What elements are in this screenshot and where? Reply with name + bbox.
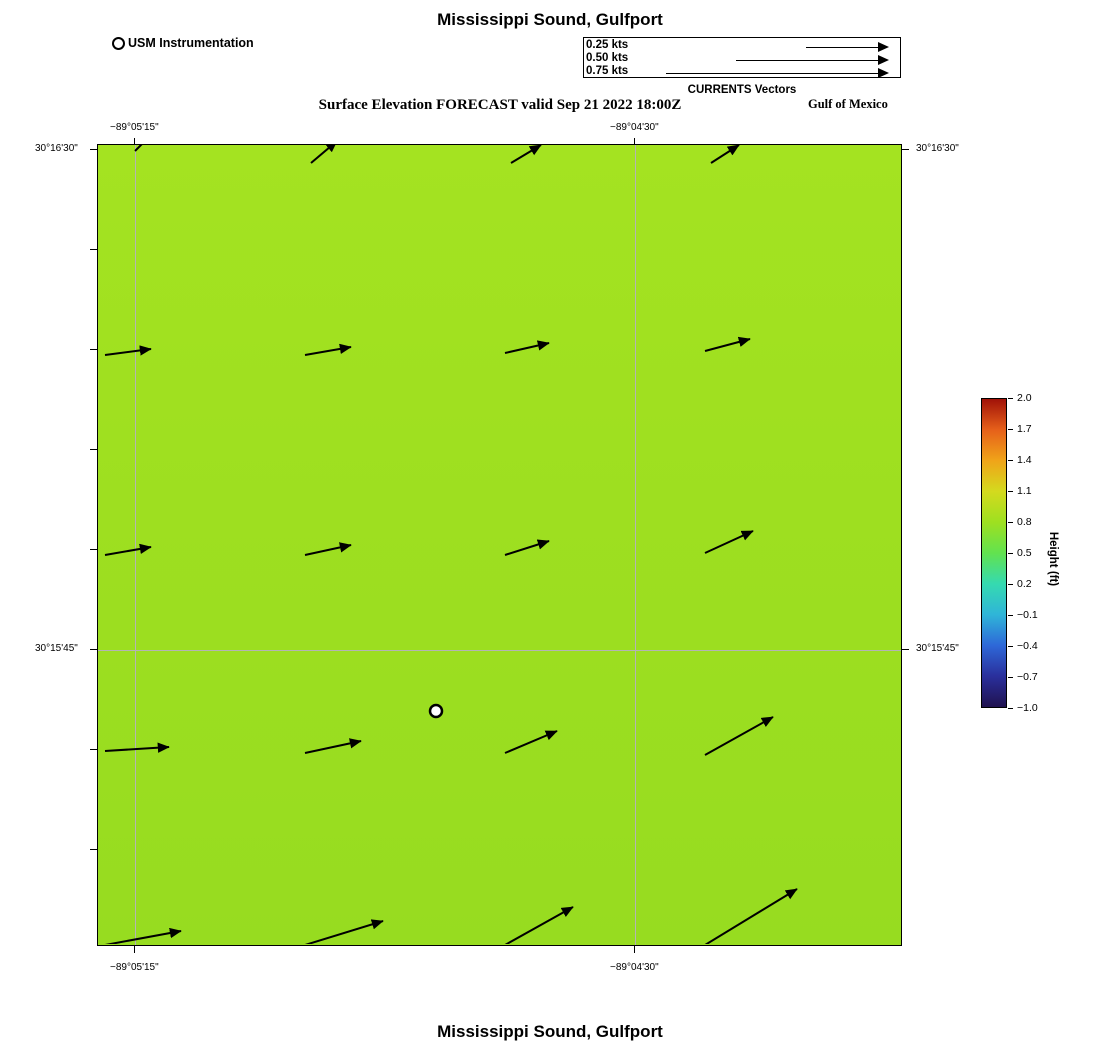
colorbar-tick-label: −1.0 bbox=[1017, 702, 1038, 714]
currents-legend-caption: CURRENTS Vectors bbox=[687, 84, 797, 96]
colorbar-tick bbox=[1008, 522, 1013, 523]
vector-arrowhead-icon bbox=[878, 55, 889, 65]
axis-tick bbox=[90, 649, 97, 650]
colorbar-tick bbox=[1008, 646, 1013, 647]
map-canvas[interactable] bbox=[97, 144, 902, 946]
colorbar-tick bbox=[1008, 429, 1013, 430]
vector-scale-label: 0.75 kts bbox=[586, 65, 629, 77]
colorbar-tick bbox=[1008, 584, 1013, 585]
page-title-bottom: Mississippi Sound, Gulfport bbox=[437, 1022, 663, 1041]
colorbar-gradient bbox=[981, 398, 1007, 708]
vector-scale-row bbox=[584, 40, 900, 53]
axis-tick bbox=[634, 138, 635, 145]
colorbar-tick bbox=[1008, 491, 1013, 492]
axis-tick bbox=[90, 749, 97, 750]
axis-label-bottom-lon-2: −89°04'30" bbox=[610, 962, 659, 973]
vector-arrowhead-icon bbox=[878, 68, 889, 78]
axis-label-top-lon-2: −89°04'30" bbox=[610, 122, 659, 133]
page-title: Mississippi Sound, Gulfport bbox=[437, 10, 663, 29]
colorbar-tick bbox=[1008, 708, 1013, 709]
colorbar-tick-label: −0.1 bbox=[1017, 609, 1038, 621]
colorbar-tick-label: 1.7 bbox=[1017, 423, 1032, 435]
colorbar-tick-label: 0.5 bbox=[1017, 547, 1032, 559]
vector-scale-line bbox=[806, 47, 878, 48]
vector-scale-row bbox=[584, 53, 900, 66]
axis-label-right-lat-1: 30°16'30" bbox=[916, 143, 959, 154]
axis-tick bbox=[90, 249, 97, 250]
vector-scale-label: 0.25 kts bbox=[586, 39, 629, 51]
axis-tick bbox=[902, 149, 909, 150]
axis-tick bbox=[90, 449, 97, 450]
axis-tick bbox=[90, 549, 97, 550]
colorbar-tick-label: −0.7 bbox=[1017, 671, 1038, 683]
usm-instrumentation-station-marker[interactable] bbox=[430, 705, 442, 717]
axis-label-right-lat-2: 30°15'45" bbox=[916, 643, 959, 654]
forecast-subtitle: Surface Elevation FORECAST valid Sep 21 2022 18:00Z bbox=[318, 97, 682, 113]
axis-label-bottom-lon-1: −89°05'15" bbox=[110, 962, 159, 973]
axis-tick bbox=[90, 849, 97, 850]
colorbar-tick-label: 1.1 bbox=[1017, 485, 1032, 497]
axis-tick bbox=[90, 349, 97, 350]
colorbar-tick-label: −0.4 bbox=[1017, 640, 1038, 652]
vector-scale-label: 0.50 kts bbox=[586, 52, 629, 64]
colorbar bbox=[981, 392, 1059, 714]
colorbar-tick bbox=[1008, 677, 1013, 678]
colorbar-tick bbox=[1008, 615, 1013, 616]
open-circle-marker-icon bbox=[112, 37, 125, 50]
vector-arrowhead-icon bbox=[878, 42, 889, 52]
axis-tick bbox=[90, 149, 97, 150]
colorbar-tick-label: 1.4 bbox=[1017, 454, 1032, 466]
axis-label-top-lon-1: −89°05'15" bbox=[110, 122, 159, 133]
instrumentation-legend-label: USM Instrumentation bbox=[128, 36, 254, 50]
colorbar-title: Height (ft) bbox=[1047, 531, 1059, 587]
station-marker-layer[interactable] bbox=[98, 145, 900, 944]
vector-scale-line bbox=[666, 73, 878, 74]
colorbar-tick bbox=[1008, 398, 1013, 399]
currents-vector-scale-legend bbox=[583, 37, 901, 78]
axis-tick bbox=[134, 138, 135, 145]
axis-tick bbox=[134, 946, 135, 953]
vector-scale-line bbox=[736, 60, 878, 61]
instrumentation-legend bbox=[112, 36, 254, 50]
colorbar-tick-label: 0.2 bbox=[1017, 578, 1032, 590]
colorbar-tick bbox=[1008, 553, 1013, 554]
axis-tick bbox=[634, 946, 635, 953]
axis-label-left-lat-2: 30°15'45" bbox=[35, 643, 78, 654]
colorbar-tick-label: 0.8 bbox=[1017, 516, 1032, 528]
region-label: Gulf of Mexico bbox=[808, 97, 888, 111]
colorbar-tick bbox=[1008, 460, 1013, 461]
colorbar-tick-label: 2.0 bbox=[1017, 392, 1032, 404]
vector-scale-row bbox=[584, 66, 900, 79]
axis-tick bbox=[902, 649, 909, 650]
axis-label-left-lat-1: 30°16'30" bbox=[35, 143, 78, 154]
